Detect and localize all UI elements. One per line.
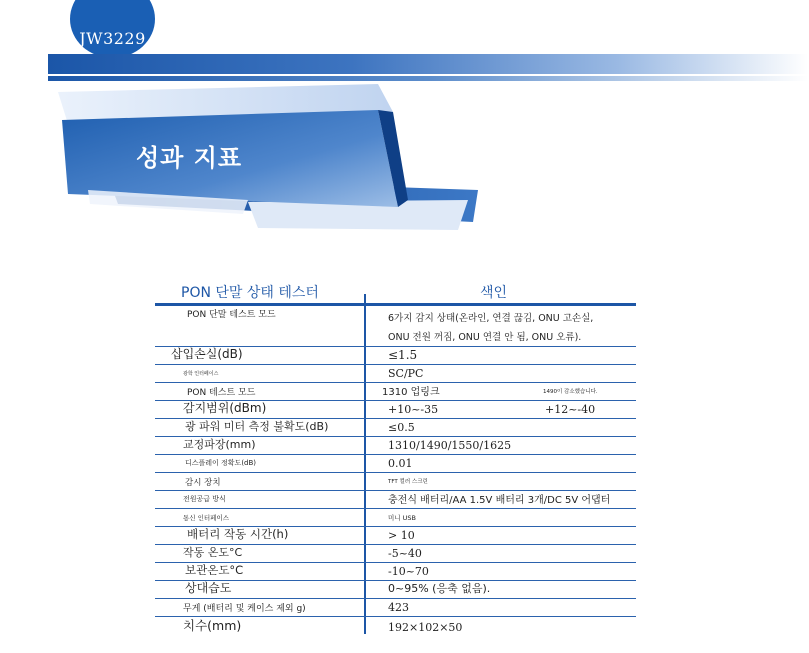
row-value: 192×102×50	[388, 621, 463, 634]
row-value: TFT 컬러 스크린	[388, 479, 428, 485]
table-row	[155, 346, 636, 365]
row-value: 1310/1490/1550/1625	[388, 439, 512, 452]
row-label: 전원공급 방식	[183, 495, 226, 503]
table-row	[155, 526, 636, 545]
table-row	[155, 454, 636, 473]
row-label: 작동 온도°C	[183, 546, 243, 559]
page-title: 성과 지표	[136, 144, 243, 172]
row-value: > 10	[388, 529, 415, 542]
row-label: 무게 (배터리 및 케이스 제외 g)	[183, 604, 306, 614]
row-label: 감지범위(dBm)	[183, 401, 267, 415]
row-value-2: +12~-40	[545, 403, 596, 416]
table-header-right: 색인	[480, 285, 508, 301]
logo-text: JW3229	[79, 29, 146, 48]
table-row	[155, 364, 636, 383]
table-row	[155, 544, 636, 563]
row-label: 감시 장치	[185, 478, 221, 488]
row-label: 통신 인터페이스	[183, 514, 230, 522]
table-header-left: PON 단말 상태 테스터	[181, 285, 319, 301]
row-value: 0.01	[388, 457, 413, 470]
row-label: 보관온도°C	[185, 563, 244, 577]
row-value: 6가지 감지 상태(온라인, 연결 끊김, ONU 고손실,	[388, 313, 594, 324]
table-row	[155, 598, 636, 617]
table-row	[155, 418, 636, 437]
row-value: +10~-35	[388, 403, 439, 416]
row-label: 상대습도	[185, 581, 232, 595]
row-label: 배터리 작동 시간(h)	[187, 527, 289, 541]
row-value-line2: ONU 전원 꺼짐, ONU 연결 안 됨, ONU 오류).	[388, 332, 582, 343]
table-row	[155, 436, 636, 455]
row-value: -5~40	[388, 547, 422, 560]
row-label: PON 단말 테스트 모드	[187, 310, 276, 320]
header-thin-bar	[48, 76, 808, 81]
row-value: 423	[388, 601, 409, 614]
row-label: PON 테스트 모드	[187, 388, 256, 398]
header-gradient-bar	[48, 54, 808, 74]
row-label: 광학 인터페이스	[183, 371, 219, 377]
row-value: SC/PC	[388, 367, 424, 380]
row-label: 광 파워 미터 측정 불확도(dB)	[185, 420, 329, 433]
row-label: 디스플레이 정확도(dB)	[185, 459, 257, 467]
table-row	[155, 490, 636, 509]
table-row	[155, 616, 636, 634]
table-row	[155, 508, 636, 527]
row-value: 0~95% (응축 없음).	[388, 582, 491, 595]
row-label: 치수(mm)	[183, 618, 242, 633]
row-value: 1310 업링크	[382, 387, 440, 398]
table-row	[155, 580, 636, 599]
table-row	[155, 472, 636, 491]
title-banner-graphic	[48, 82, 488, 242]
row-value: -10~70	[388, 565, 429, 578]
row-value-2: 1490이 감소했습니다.	[543, 389, 598, 395]
table-row	[155, 400, 636, 419]
row-value: ≤0.5	[388, 421, 415, 434]
row-label: 교정파장(mm)	[183, 438, 256, 451]
logo-badge	[70, 0, 155, 58]
table-row	[155, 306, 636, 347]
row-label: 삽입손실(dB)	[171, 347, 243, 361]
row-value: ≤1.5	[388, 348, 418, 362]
row-value: 미니 USB	[388, 514, 416, 522]
row-value: 충전식 배터리/AA 1.5V 배터리 3개/DC 5V 어댑터	[388, 495, 611, 506]
